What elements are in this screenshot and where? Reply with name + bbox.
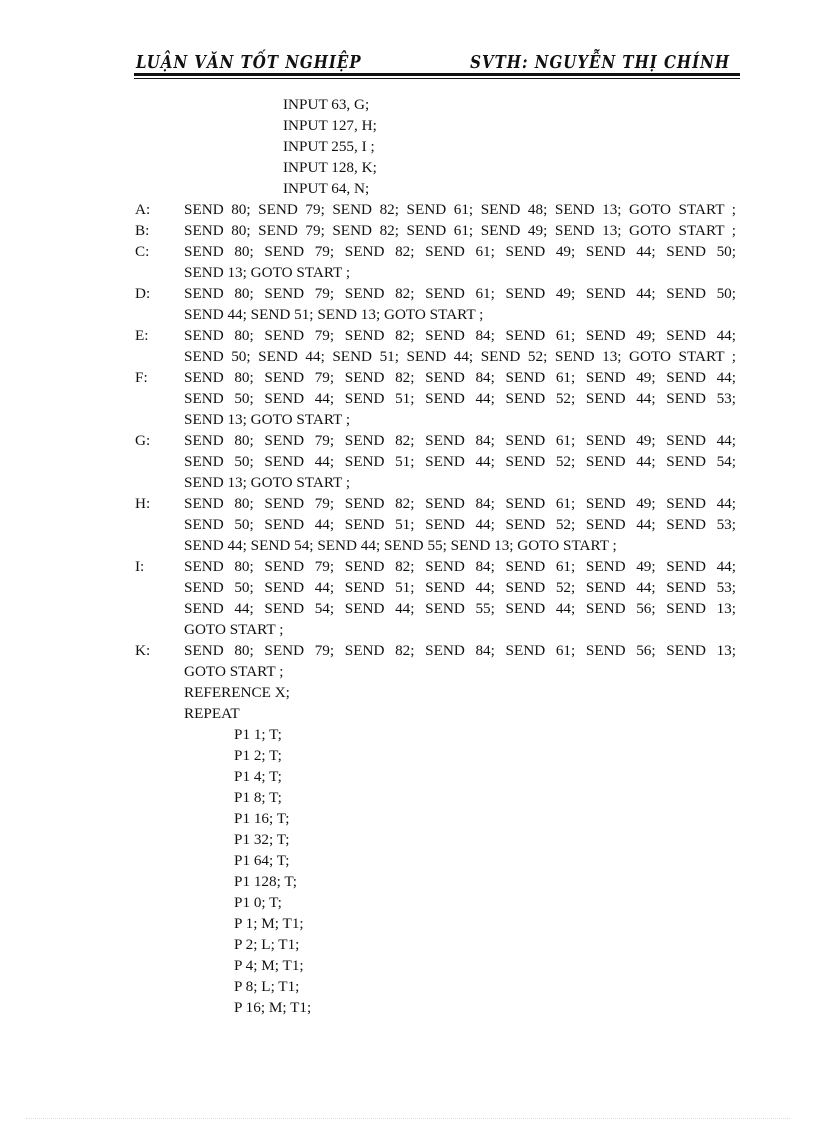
repeat-line: P1 128; T; xyxy=(234,873,298,890)
header-rule-thick xyxy=(134,73,740,76)
code-line: SEND 50; SEND 44; SEND 51; SEND 44; SEND 52; SEND 44; SEND 54; xyxy=(184,453,736,470)
header-thesis-title: LUẬN VĂN TỐT NGHIỆP xyxy=(136,52,362,73)
code-line: SEND 44; SEND 51; SEND 13; GOTO START ; xyxy=(184,306,484,323)
repeat-line: P1 1; T; xyxy=(234,726,282,743)
code-line: SEND 80; SEND 79; SEND 82; SEND 84; SEND 61; SEND 49; SEND 44; xyxy=(184,327,736,344)
label-g: G: xyxy=(135,432,151,449)
label-i: I: xyxy=(135,558,145,575)
footer-dotted-rule xyxy=(26,1118,790,1119)
label-k: K: xyxy=(135,642,151,659)
label-b: B: xyxy=(135,222,150,239)
label-h: H: xyxy=(135,495,151,512)
code-line: SEND 50; SEND 44; SEND 51; SEND 44; SEND 52; SEND 13; GOTO START ; xyxy=(184,348,736,365)
repeat-line: P1 0; T; xyxy=(234,894,282,911)
label-e: E: xyxy=(135,327,149,344)
code-line: SEND 44; SEND 54; SEND 44; SEND 55; SEND 44; SEND 56; SEND 13; xyxy=(184,600,736,617)
page-header xyxy=(134,52,740,74)
label-c: C: xyxy=(135,243,150,260)
code-line: SEND 80; SEND 79; SEND 82; SEND 61; SEND 49; SEND 13; GOTO START ; xyxy=(184,222,736,239)
code-line: SEND 80; SEND 79; SEND 82; SEND 84; SEND 61; SEND 56; SEND 13; xyxy=(184,642,736,659)
code-line: SEND 80; SEND 79; SEND 82; SEND 84; SEND 61; SEND 49; SEND 44; xyxy=(184,432,736,449)
code-line: REPEAT xyxy=(184,705,240,722)
code-line: SEND 50; SEND 44; SEND 51; SEND 44; SEND 52; SEND 44; SEND 53; xyxy=(184,390,736,407)
input-line: INPUT 63, G; xyxy=(283,96,370,113)
repeat-line: P 16; M; T1; xyxy=(234,999,312,1016)
code-line: SEND 13; GOTO START ; xyxy=(184,474,351,491)
code-line: SEND 50; SEND 44; SEND 51; SEND 44; SEND 52; SEND 44; SEND 53; xyxy=(184,579,736,596)
code-line: GOTO START ; xyxy=(184,663,284,680)
repeat-line: P1 8; T; xyxy=(234,789,282,806)
repeat-line: P1 32; T; xyxy=(234,831,290,848)
code-line: SEND 13; GOTO START ; xyxy=(184,264,351,281)
header-student-name: SVTH: NGUYỄN THỊ CHÍNH xyxy=(470,52,730,73)
repeat-line: P1 4; T; xyxy=(234,768,282,785)
code-line: SEND 80; SEND 79; SEND 82; SEND 84; SEND 61; SEND 49; SEND 44; xyxy=(184,369,736,386)
repeat-line: P1 64; T; xyxy=(234,852,290,869)
code-line: SEND 80; SEND 79; SEND 82; SEND 61; SEND 49; SEND 44; SEND 50; xyxy=(184,285,736,302)
input-line: INPUT 64, N; xyxy=(283,180,370,197)
code-line: SEND 80; SEND 79; SEND 82; SEND 84; SEND 61; SEND 49; SEND 44; xyxy=(184,495,736,512)
code-line: SEND 50; SEND 44; SEND 51; SEND 44; SEND 52; SEND 44; SEND 53; xyxy=(184,516,736,533)
label-d: D: xyxy=(135,285,151,302)
repeat-line: P 4; M; T1; xyxy=(234,957,304,974)
repeat-line: P 8; L; T1; xyxy=(234,978,300,995)
label-a: A: xyxy=(135,201,151,218)
code-line: SEND 44; SEND 54; SEND 44; SEND 55; SEND 13; GOTO START ; xyxy=(184,537,617,554)
code-line: SEND 80; SEND 79; SEND 82; SEND 84; SEND 61; SEND 49; SEND 44; xyxy=(184,558,736,575)
code-line: SEND 13; GOTO START ; xyxy=(184,411,351,428)
code-line: SEND 80; SEND 79; SEND 82; SEND 61; SEND 49; SEND 44; SEND 50; xyxy=(184,243,736,260)
code-line: GOTO START ; xyxy=(184,621,284,638)
repeat-line: P 2; L; T1; xyxy=(234,936,300,953)
input-line: INPUT 127, H; xyxy=(283,117,377,134)
code-line: SEND 80; SEND 79; SEND 82; SEND 61; SEND 48; SEND 13; GOTO START ; xyxy=(184,201,736,218)
code-line: REFERENCE X; xyxy=(184,684,290,701)
repeat-line: P 1; M; T1; xyxy=(234,915,304,932)
header-rule-thin xyxy=(134,78,740,79)
input-line: INPUT 255, I ; xyxy=(283,138,375,155)
label-f: F: xyxy=(135,369,148,386)
repeat-line: P1 2; T; xyxy=(234,747,282,764)
input-line: INPUT 128, K; xyxy=(283,159,377,176)
repeat-line: P1 16; T; xyxy=(234,810,290,827)
